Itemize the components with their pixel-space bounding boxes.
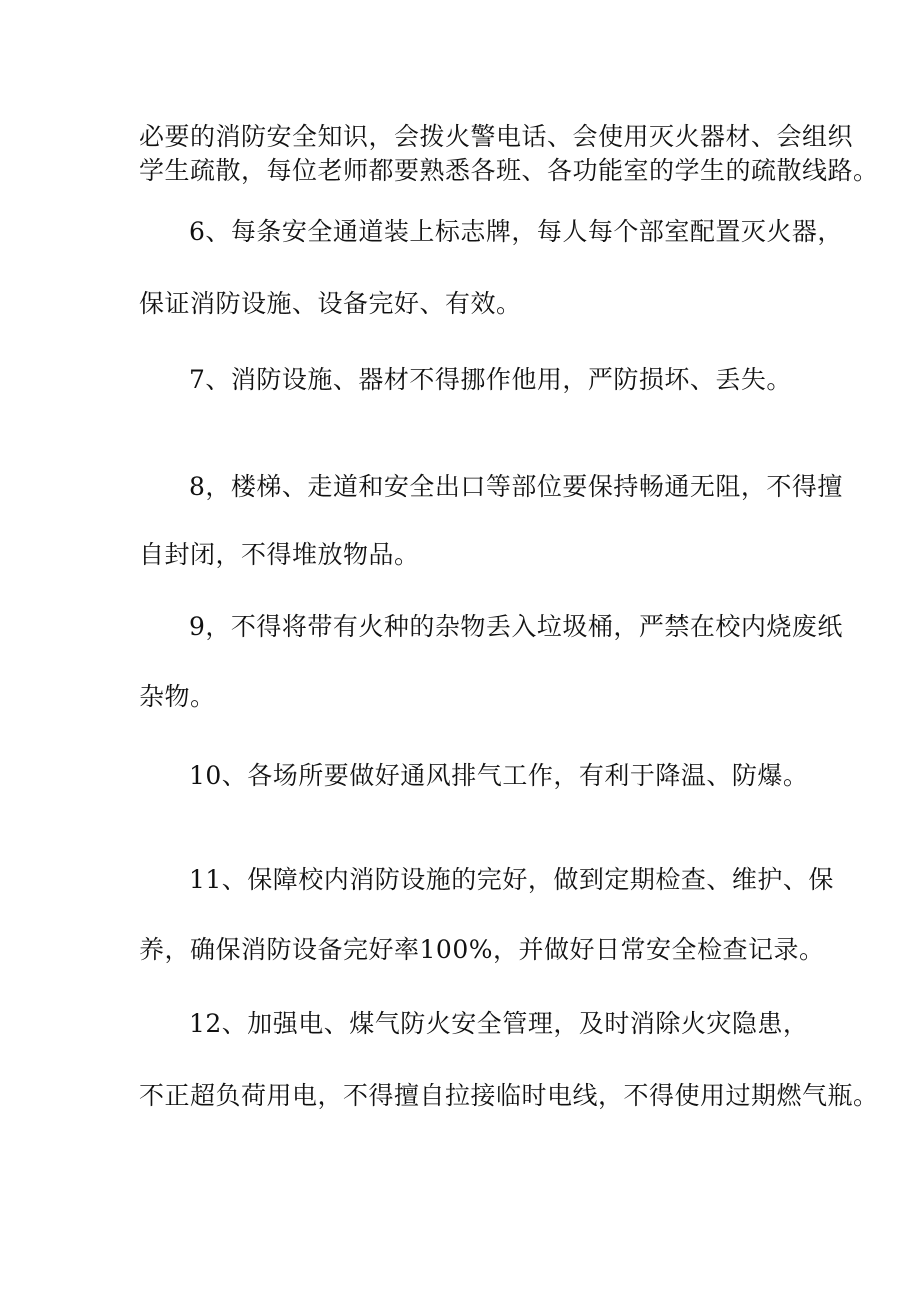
paragraph-line-continuation-2: 学生疏散，每位老师都要熟悉各班、各功能室的学生的疏散线路。 xyxy=(139,156,879,185)
item-11-line-2: 养，确保消防设备完好率100%，并做好日常安全检查记录。 xyxy=(139,935,825,964)
item-12-line-2: 不正超负荷用电，不得擅自拉接临时电线，不得使用过期燃气瓶。 xyxy=(139,1081,879,1110)
item-8-line-1: 8，楼梯、走道和安全出口等部位要保持畅通无阻，不得擅 xyxy=(189,472,843,501)
item-12-line-1: 12、加强电、煤气防火安全管理，及时消除火灾隐患， xyxy=(189,1009,809,1038)
item-6-line-2: 保证消防设施、设备完好、有效。 xyxy=(139,289,522,318)
item-9-line-1: 9，不得将带有火种的杂物丢入垃圾桶，严禁在校内烧废纸 xyxy=(189,612,843,641)
item-9-line-2: 杂物。 xyxy=(139,682,216,711)
item-7-line-1: 7、消防设施、器材不得挪作他用，严防损坏、丢失。 xyxy=(189,365,792,394)
paragraph-line-continuation-1: 必要的消防安全知识，会拨火警电话、会使用灭火器材、会组织 xyxy=(139,122,854,151)
item-10-line-1: 10、各场所要做好通风排气工作，有利于降温、防爆。 xyxy=(189,761,809,790)
item-11-line-1: 11、保障校内消防设施的完好，做到定期检查、维护、保 xyxy=(189,865,834,894)
item-6-line-1: 6、每条安全通道装上标志牌，每人每个部室配置灭火器， xyxy=(189,217,843,246)
item-8-line-2: 自封闭，不得堆放物品。 xyxy=(139,540,420,569)
